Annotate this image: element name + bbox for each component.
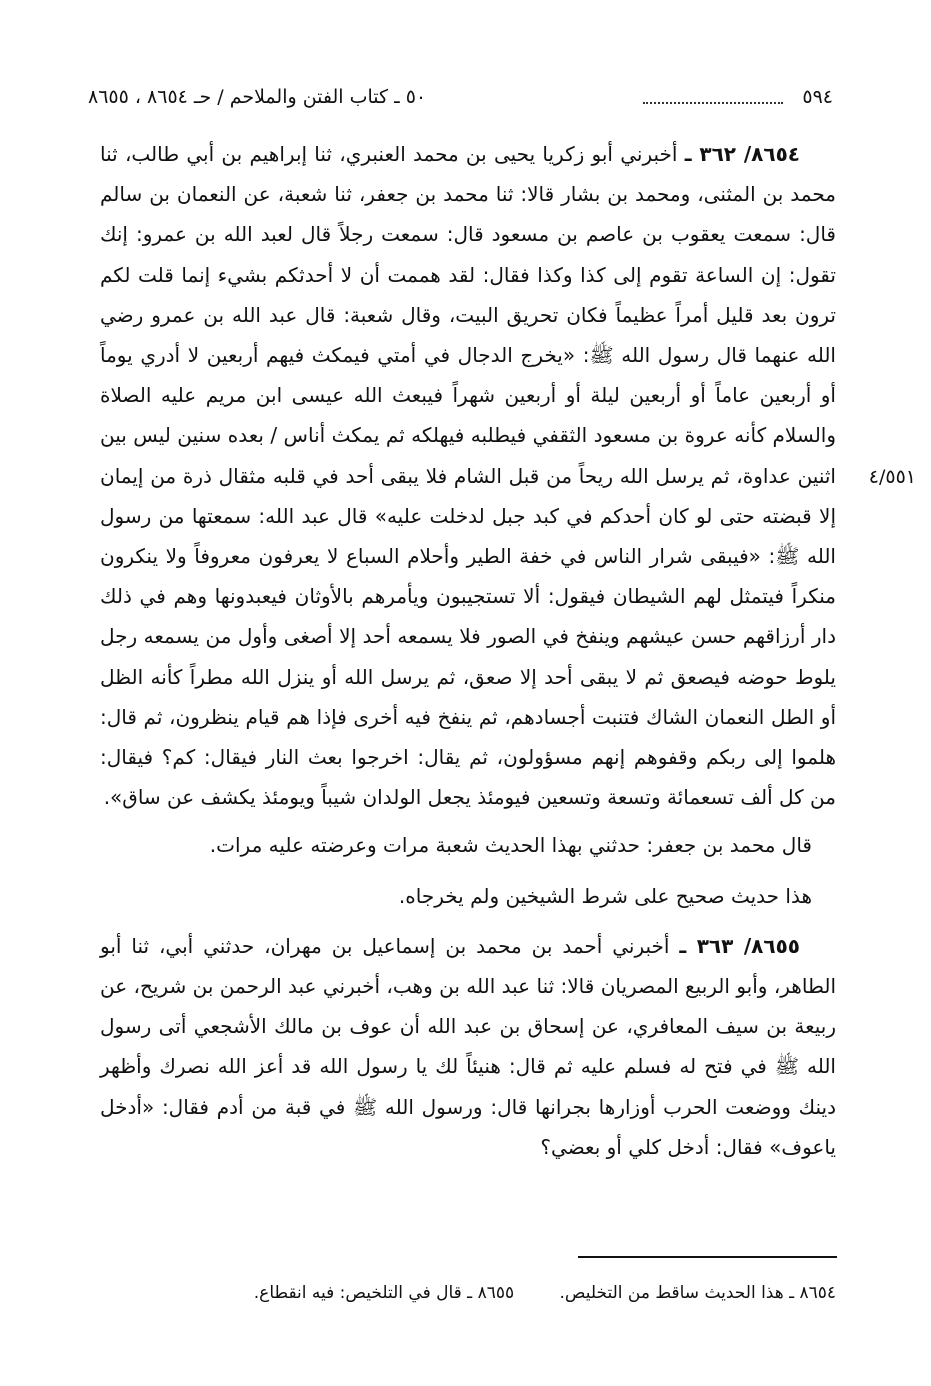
hadith-text: أخبرني أبو زكريا يحيى بن محمد العنبري، ثنا إبراهيم بن أبي طالب، ثنا محمد بن المثنى، ومحمد بن بشار قالا: ثنا محمد بن جعفر، ثنا شعبة، عن النعمان بن سالم قال: سمعت يعقوب بن عاصم بن مسعود قال: سمعت رجلاً قال لعبد الله بن عمرو: إنك تقول: إن الساعة تقوم إلى كذا وكذا فقال: لقد هممت أن لا أحدثكم بشيء إنما قلت لكم ترون بعد قليل أمراً عظيماً فكان تحريق البيت، وقال شعبة: قال عبد الله بن عمرو رضي الله عنهما قال رسول الله ﷺ: «يخرج الدجال في أمتي فيمكث فيهم أربعين لا أدري يوماً أو أربعين عاماً أو أربعين ليلة أو أربعين شهراً فيبعث الله عيسى ابن مريم عليه الصلاة والسلام كأنه عروة بن مسعود الثقفي فيطلبه فيهلكه ثم يمكث أناس / بعده سنين ليس بين اثنين عداوة، ثم يرسل الله ريحاً من قبل الشام فلا يبقى أحد في قلبه مثقال ذرة من إيمان إلا قبضته حتى لو كان أحدكم في كبد جبل لدخلت عليه» قال عبد الله: سمعتها من رسول الله ﷺ: «فيبقى شرار الناس في خفة الطير وأحلام السباع لا يعرفون معروفاً ولا ينكرون منكراً فيتمثل لهم الشيطان فيقول: ألا تستجيبون ويأمرهم بالأوثان فيعبدونها وهم في ذلك دار أرزاقهم حسن عيشهم وينفخ في الصور فلا يسمعه أحد إلا أصغى وأول من يسمعه رجل يلوط حوضه فيصعق ثم لا يبقى أحد إلا صعق، ثم يرسل الله أو ينزل الله مطراً كأنه الظل أو الطل النعمان الشاك فتنبت أجسادهم، ثم ينفخ فيه أخرى فإذا هم قيام ينظرون، ثم قال: هلموا إلى ربكم وقفوهم إنهم مسؤولون، ثم يقال: اخرجوا بعث النار فيقال: كم؟ فيقال: من كل ألف تسعمائة وتسعة وتسعين فيومئذ يجعل الولدان شيباً ويومئذ يكشف عن ساق».: [100, 142, 836, 810]
footnote-divider: [578, 1256, 837, 1258]
footnotes: [150, 1278, 836, 1308]
running-title: ٥٠ ـ كتاب الفتن والملاحم / حـ ٨٦٥٤ ، ٨٦٥٥: [88, 86, 427, 108]
hadith-text: أخبرني أحمد بن محمد بن إسماعيل بن مهران، حدثني أبي، ثنا أبو الطاهر، وأبو الربيع المصريان قالا: ثنا عبد الله بن وهب، أخبرني عبد الرحمن بن شريح، عن ربيعة بن سيف المعافري، عن إسحاق بن عبد الله أن عوف بن مالك الأشجعي أتى رسول الله ﷺ في فتح له فسلم عليه ثم قال: هنيئاً لك يا رسول الله قد أعز الله نصرك وأظهر دينك ووضعت الحرب أوزارها بجرانها قال: ورسول الله ﷺ في قبة من أدم فقال: «أدخل ياعوف» فقال: أدخل كلي أو بعضي؟: [100, 933, 836, 1159]
narrator-note: قال محمد بن جعفر: حدثني بهذا الحديث شعبة مرات وعرضته عليه مرات.: [209, 833, 812, 858]
margin-volume-reference: ٤/٥٥١: [868, 466, 916, 488]
header-dotted-leader: [643, 80, 783, 104]
main-text: [100, 134, 836, 1167]
authenticity-note: هذا حديث صحيح على شرط الشيخين ولم يخرجاه.: [398, 883, 812, 908]
page-number: ٥٩٤: [802, 86, 833, 108]
footnote-8654: ٨٦٥٤ ـ هذا الحديث ساقط من التخليص.: [559, 1283, 836, 1303]
footnote-8655: ٨٦٥٥ ـ قال في التلخيص: فيه انقطاع.: [253, 1283, 515, 1303]
hadith-number: ٨٦٥٤/ ٣٦٢ ـ: [684, 142, 800, 166]
page-header: [88, 80, 833, 114]
hadith-8655: [100, 926, 836, 1167]
hadith-number: ٨٦٥٥/ ٣٦٣ ـ: [679, 933, 800, 958]
hadith-8654: [100, 134, 836, 817]
